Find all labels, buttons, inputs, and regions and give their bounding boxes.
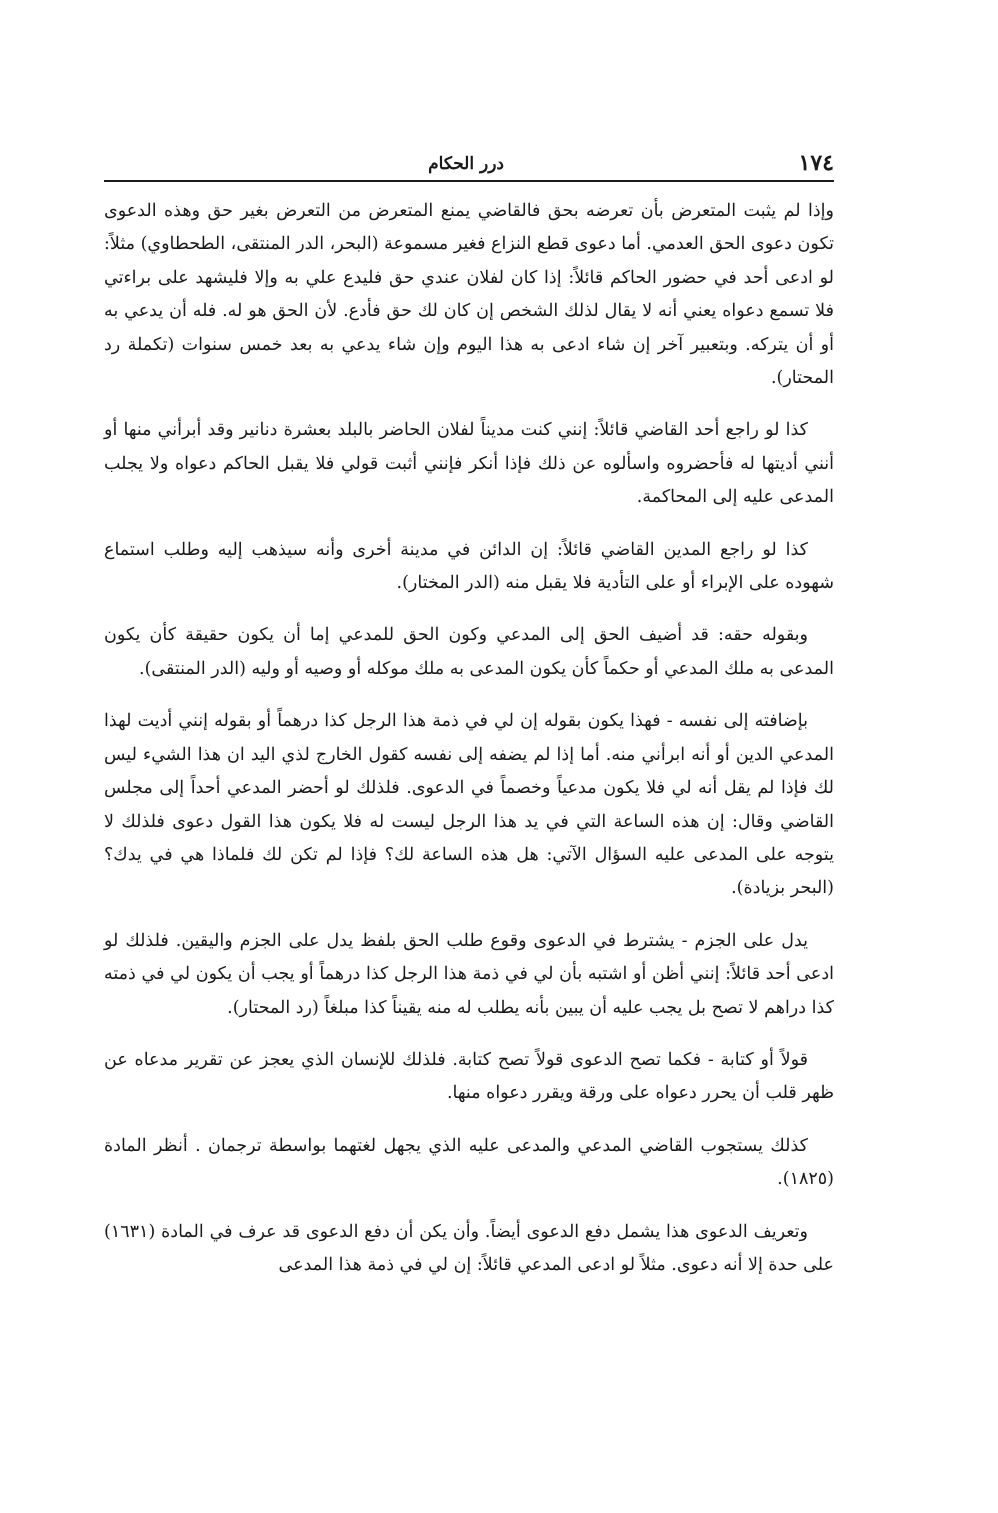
- page-body: [104, 195, 834, 1301]
- paragraph: يدل على الجزم - يشترط في الدعوى وقوع طلب الحق بلفظ يدل على الجزم واليقين. فلذلك لو ادعى أحد قائلاً: إنني أظن أو اشتبه بأن لي في ذمة هذا الرجل كذا درهماً أو يجب أن يكون لي في ذمته كذا دراهم لا تصح بل يجب عليه أن يبين بأنه يطلب له منه يقيناً كذا مبلغاً (رد المحتار).: [104, 930, 834, 1018]
- paragraph: وإذا لم يثبت المتعرض بأن تعرضه بحق فالقاضي يمنع المتعرض من التعرض بغير حق وهذه الدعوى تكون دعوى الحق العدمي. أما دعوى قطع النزاع فغير مسموعة (البحر، الدر المنتقى، الطحطاوي) مثلاً: لو ادعى أحد في حضور الحاكم قائلاً: إذا كان لفلان عندي حق فليدع علي به وإلا فليشهد على براءتي فلا تسمع دعواه يعني أنه لا يقال لذلك الشخص إن كان لك حق فأدع. لأن الحق هو له. فله أن يدعي به أو أن يتركه. وبتعبير آخر إن شاء ادعى به هذا اليوم وإن شاء يدعي به بعد خمس سنوات (تكملة رد المحتار).: [104, 201, 834, 389]
- paragraph: كذا لو راجع المدين القاضي قائلاً: إن الدائن في مدينة أخرى وأنه سيذهب إليه وطلب استماع شهوده على الإبراء أو على التأدية فلا يقبل منه (الدر المختار).: [104, 539, 834, 594]
- page-header: [104, 150, 834, 182]
- paragraph: وتعريف الدعوى هذا يشمل دفع الدعوى أيضاً. وأن يكن أن دفع الدعوى قد عرف في المادة (١٦٣١) على حدة إلا أنه دعوى. مثلاً لو ادعى المدعي قائلاً: إن لي في ذمة هذا المدعى: [104, 1221, 834, 1275]
- paragraph: كذلك يستجوب القاضي المدعي والمدعى عليه الذي يجهل لغتهما بواسطة ترجمان . أنظر المادة (١٨٢٥).: [104, 1135, 834, 1190]
- paragraph: كذا لو راجع أحد القاضي قائلاً: إنني كنت مديناً لفلان الحاضر بالبلد بعشرة دنانير وقد أبرأني منها أو أنني أديتها له فأحضروه واسألوه عن ذلك فإذا أنكر فإنني أثبت قولي فلا يقبل الحاكم دعواه ولا يجلب المدعى عليه إلى المحاكمة.: [104, 420, 834, 508]
- paragraph: بإضافته إلى نفسه - فهذا يكون بقوله إن لي في ذمة هذا الرجل كذا درهماً أو بقوله إنني أديت لهذا المدعي الدين أو أنه ابرأني منه. أما إذا لم يضفه إلى نفسه كقول الخارج لذي اليد ان هذا الشيء ليس لك فإذا لم يقل أنه لي فلا يكون مدعياً وخصماً في الدعوى. فلذلك لو أحضر المدعي أحداً إلى مجلس القاضي وقال: إن هذه الساعة التي في يد هذا الرجل ليست له فلا يكون هذا القول دعوى فلذلك لا يتوجه على المدعى عليه السؤال الآتي: هل هذه الساعة لك؟ فإذا لم تكن لك فلماذا هي في يدك؟(البحر بزيادة).: [104, 711, 834, 899]
- paragraph: قولاً أو كتابة - فكما تصح الدعوى قولاً تصح كتابة. فلذلك للإنسان الذي يعجز عن تقرير مدعاه عن ظهر قلب أن يحرر دعواه على ورقة ويقرر دعواه منها.: [104, 1049, 834, 1104]
- running-title: درر الحكام: [428, 154, 504, 174]
- paragraph: وبقوله حقه: قد أضيف الحق إلى المدعي وكون الحق للمدعي إما أن يكون حقيقة كأن يكون المدعى به ملك المدعي أو حكماً كأن يكون المدعى به ملك موكله أو وصيه أو وليه (الدر المنتقى).: [104, 625, 834, 679]
- page-number: ١٧٤: [798, 150, 834, 176]
